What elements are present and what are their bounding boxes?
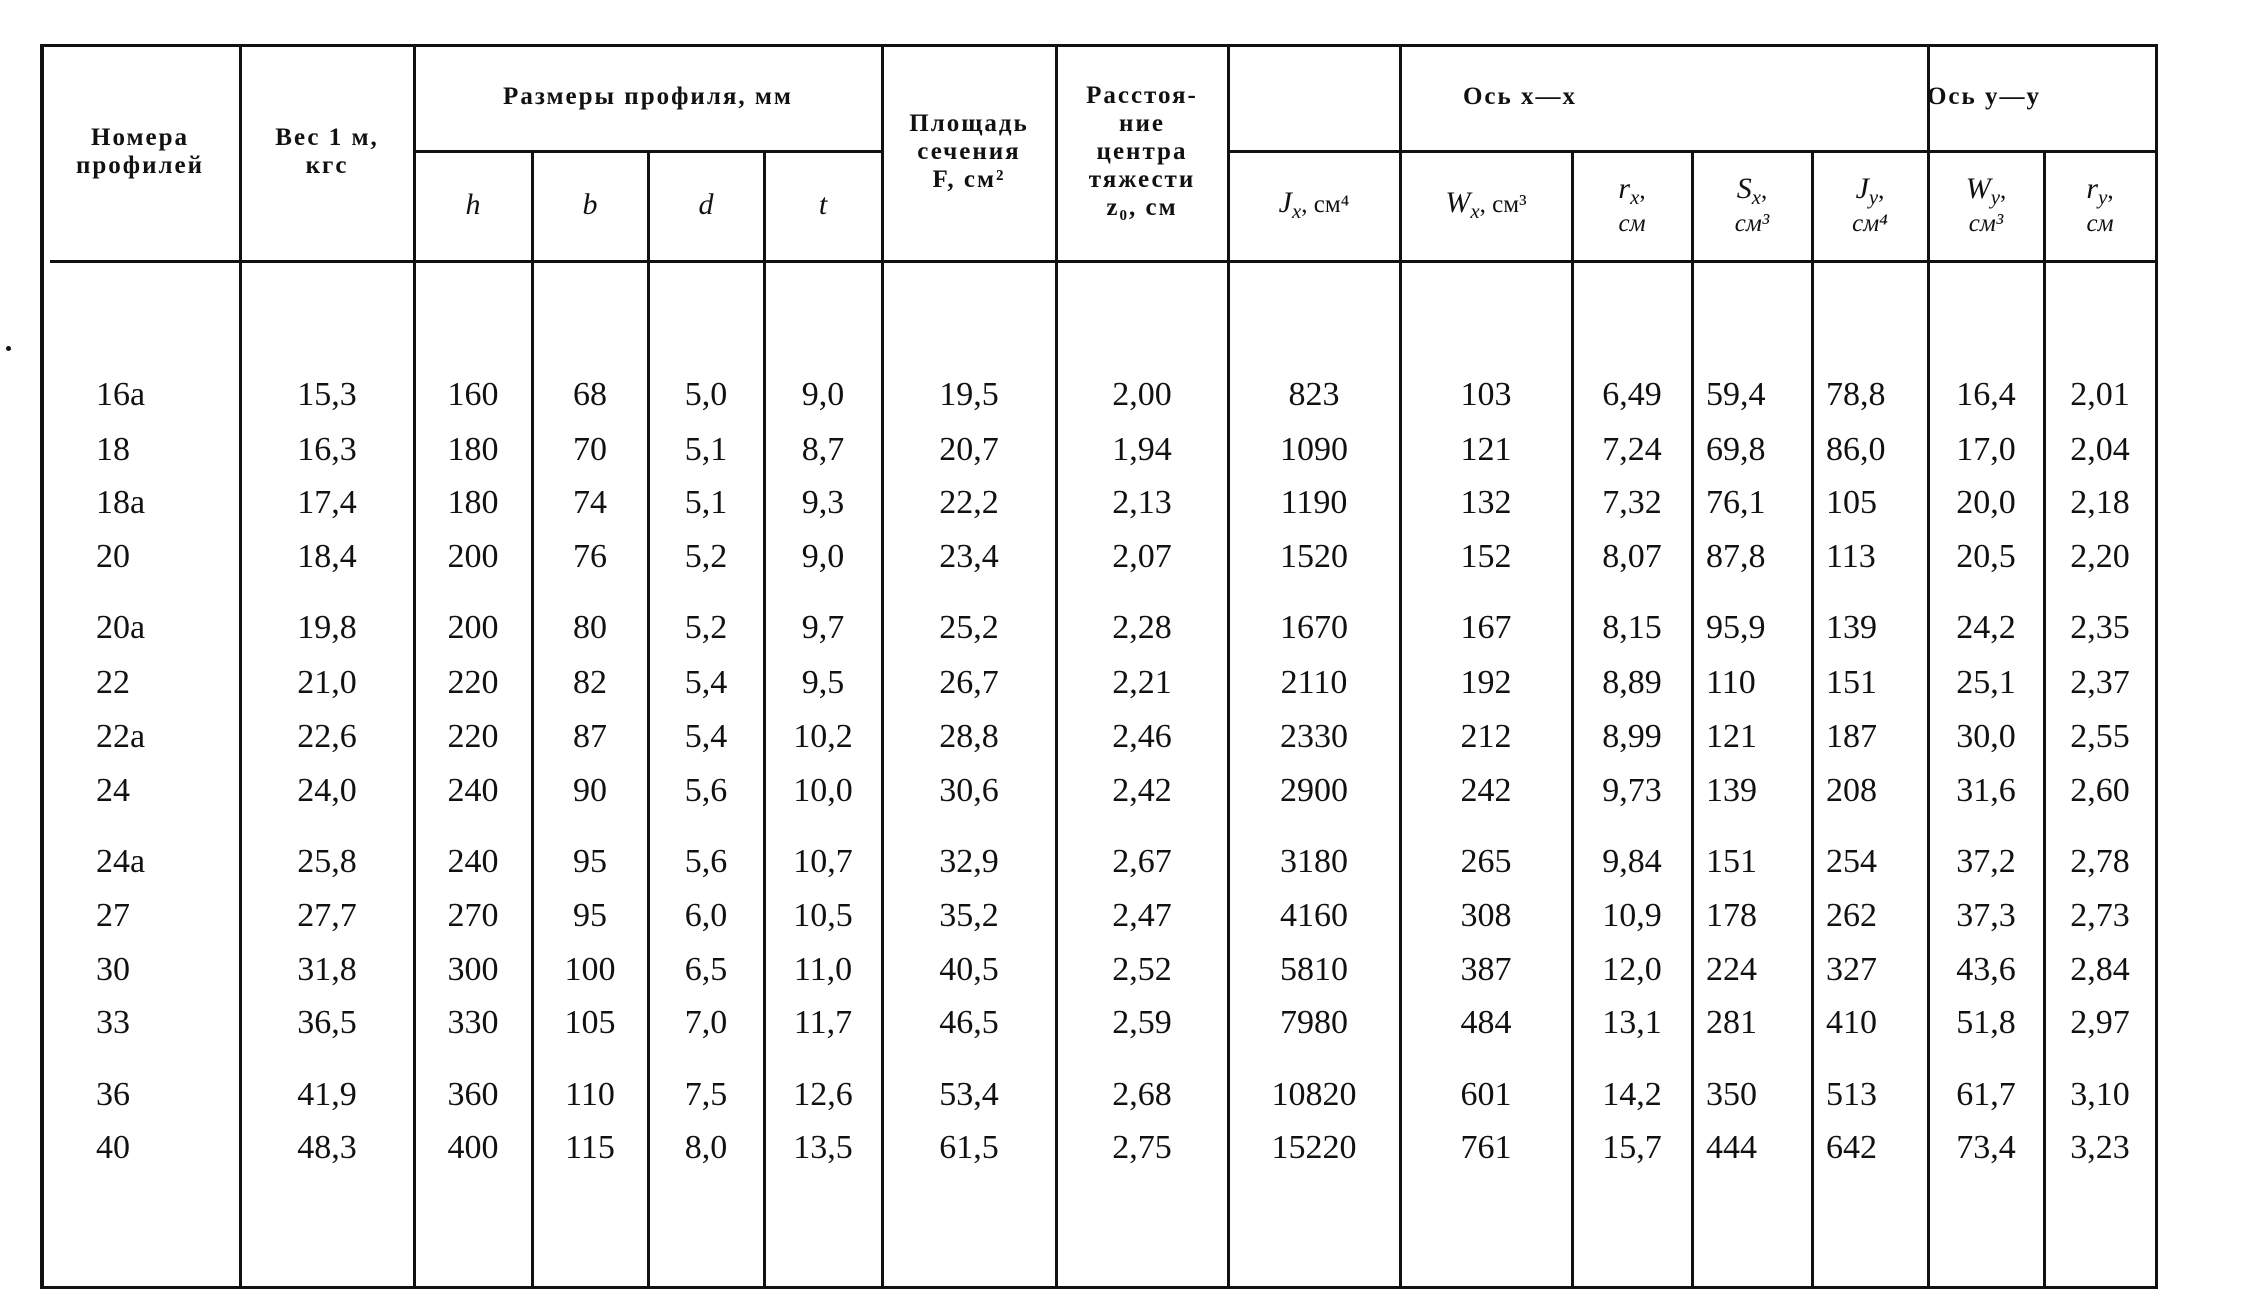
area-header: Площадь сечения F, см²: [909, 110, 1029, 193]
table-cell: 22,2: [939, 484, 999, 521]
table-cell: 5,6: [684, 843, 728, 880]
table-cell: 21,0: [297, 664, 357, 701]
table-cell: 28,8: [939, 718, 999, 755]
table-cell: 13,1: [1602, 1004, 1662, 1041]
table-cell: 484: [1460, 1004, 1512, 1041]
table-cell: 242: [1460, 772, 1512, 809]
table-cell: 8,0: [684, 1129, 728, 1166]
table-cell: 2,60: [2070, 772, 2130, 809]
table-cell: 95: [573, 843, 607, 880]
table-cell: 7,0: [684, 1004, 728, 1041]
table-cell: 2,35: [2070, 609, 2130, 646]
table-cell: 121: [1706, 718, 1757, 755]
table-cell: 178: [1706, 897, 1757, 934]
axis-x-col-header-2: $r_x$, см: [1618, 172, 1646, 237]
table-cell: 5,4: [684, 718, 728, 755]
table-cell: 9,84: [1602, 843, 1662, 880]
dims-header-h: h: [465, 188, 481, 222]
header-bottom-rule: [50, 260, 2156, 263]
table-cell: 15220: [1271, 1129, 1357, 1166]
table-cell: 1520: [1280, 538, 1348, 575]
table-cell: 1090: [1280, 431, 1348, 468]
table-cell: 19,8: [297, 609, 357, 646]
table-cell: 115: [565, 1129, 615, 1166]
dims-header-t: t: [818, 188, 828, 222]
table-cell: 68: [573, 376, 607, 413]
axis-y-col-header-2: $r_y$, см: [2086, 172, 2114, 237]
table-cell: 17,4: [297, 484, 357, 521]
table-cell: 5,2: [684, 538, 728, 575]
profile-no-cell: 20: [96, 538, 130, 575]
table-cell: 642: [1826, 1129, 1877, 1166]
table-cell: 37,3: [1956, 897, 2016, 934]
table-cell: 2,42: [1112, 772, 1172, 809]
table-cell: 76: [573, 538, 607, 575]
table-cell: 48,3: [297, 1129, 357, 1166]
table-cell: 5,1: [684, 431, 728, 468]
table-cell: 8,89: [1602, 664, 1662, 701]
table-cell: 9,5: [801, 664, 845, 701]
table-cell: 270: [447, 897, 499, 934]
weight-header: Вес 1 м, кгс: [275, 124, 379, 179]
table-cell: 87,8: [1706, 538, 1766, 575]
table-cell: 110: [1706, 664, 1756, 701]
table-cell: 2,59: [1112, 1004, 1172, 1041]
table-cell: 3,10: [2070, 1076, 2130, 1113]
table-cell: 5,0: [684, 376, 728, 413]
table-cell: 61,5: [939, 1129, 999, 1166]
table-cell: 20,0: [1956, 484, 2016, 521]
profile-no-cell: 30: [96, 951, 130, 988]
profile-no-cell: 27: [96, 897, 130, 934]
profile-no-cell: 20а: [96, 609, 146, 646]
table-cell: 80: [573, 609, 607, 646]
table-cell: 410: [1826, 1004, 1877, 1041]
table-cell: 13,5: [793, 1129, 853, 1166]
profile-no-cell: 24: [96, 772, 130, 809]
table-cell: 7,24: [1602, 431, 1662, 468]
table-cell: 24,0: [297, 772, 357, 809]
table-cell: 10,9: [1602, 897, 1662, 934]
table-cell: 46,5: [939, 1004, 999, 1041]
table-cell: 24,2: [1956, 609, 2016, 646]
table-cell: 350: [1706, 1076, 1757, 1113]
stray-mark: [6, 346, 11, 351]
profile-no-cell: 40: [96, 1129, 130, 1166]
table-cell: 2,21: [1112, 664, 1172, 701]
table-cell: 7,32: [1602, 484, 1662, 521]
table-cell: 73,4: [1956, 1129, 2016, 1166]
axis-y-col-header-1: $W_y$, см³: [1965, 172, 2007, 237]
table-cell: 262: [1826, 897, 1877, 934]
table-cell: 8,15: [1602, 609, 1662, 646]
profile-no-cell: 18а: [96, 484, 146, 521]
dims-header-b: b: [582, 188, 598, 222]
table-cell: 6,49: [1602, 376, 1662, 413]
table-cell: 5810: [1280, 951, 1348, 988]
table-cell: 40,5: [939, 951, 999, 988]
table-cell: 59,4: [1706, 376, 1766, 413]
table-cell: 1190: [1280, 484, 1348, 521]
table-cell: 3,23: [2070, 1129, 2130, 1166]
table-cell: 2,52: [1112, 951, 1172, 988]
table-cell: 31,8: [297, 951, 357, 988]
table-cell: 6,5: [684, 951, 728, 988]
table-cell: 31,6: [1956, 772, 2016, 809]
table-cell: 224: [1706, 951, 1757, 988]
table-cell: 200: [447, 609, 499, 646]
table-cell: 18,4: [297, 538, 357, 575]
table-cell: 105: [1826, 484, 1877, 521]
table-cell: 2,75: [1112, 1129, 1172, 1166]
axis-x-col-header-0: $J_x$, см⁴: [1278, 186, 1350, 224]
table-cell: 180: [447, 484, 499, 521]
table-cell: 95: [573, 897, 607, 934]
table-cell: 2,67: [1112, 843, 1172, 880]
table-cell: 1670: [1280, 609, 1348, 646]
table-cell: 300: [447, 951, 499, 988]
table-cell: 10,0: [793, 772, 853, 809]
table-cell: 2,73: [2070, 897, 2130, 934]
table-cell: 9,0: [801, 538, 845, 575]
table-cell: 330: [447, 1004, 499, 1041]
table-cell: 51,8: [1956, 1004, 2016, 1041]
table-cell: 254: [1826, 843, 1877, 880]
dims-group-header: Размеры профиля, мм: [503, 83, 793, 110]
table-cell: 2,28: [1112, 609, 1172, 646]
table-cell: 82: [573, 664, 607, 701]
table-cell: 86,0: [1826, 431, 1886, 468]
table-cell: 4160: [1280, 897, 1348, 934]
table-cell: 139: [1826, 609, 1877, 646]
table-cell: 2330: [1280, 718, 1348, 755]
table-cell: 43,6: [1956, 951, 2016, 988]
table-cell: 2,47: [1112, 897, 1172, 934]
table-cell: 35,2: [939, 897, 999, 934]
table-cell: 400: [447, 1129, 499, 1166]
table-cell: 200: [447, 538, 499, 575]
table-cell: 2,01: [2070, 376, 2130, 413]
table-cell: 281: [1706, 1004, 1757, 1041]
table-cell: 180: [447, 431, 499, 468]
table-cell: 37,2: [1956, 843, 2016, 880]
profile-no-cell: 22: [96, 664, 130, 701]
table-cell: 823: [1288, 376, 1340, 413]
table-cell: 70: [573, 431, 607, 468]
table-cell: 78,8: [1826, 376, 1886, 413]
table-cell: 5,2: [684, 609, 728, 646]
table-cell: 20,5: [1956, 538, 2016, 575]
table-cell: 8,07: [1602, 538, 1662, 575]
table-cell: 15,7: [1602, 1129, 1662, 1166]
centroid-header: Расстоя- ние центра тяжести z₀, см: [1086, 82, 1198, 221]
table-cell: 444: [1706, 1129, 1757, 1166]
table-cell: 3180: [1280, 843, 1348, 880]
table-cell: 87: [573, 718, 607, 755]
table-cell: 387: [1460, 951, 1512, 988]
table-cell: 11,0: [793, 951, 853, 988]
table-cell: 12,0: [1602, 951, 1662, 988]
table-cell: 25,1: [1956, 664, 2016, 701]
table-cell: 100: [564, 951, 616, 988]
table-cell: 23,4: [939, 538, 999, 575]
table-cell: 7980: [1280, 1004, 1348, 1041]
table-cell: 327: [1826, 951, 1877, 988]
table-cell: 265: [1460, 843, 1512, 880]
table-cell: 160: [447, 376, 499, 413]
profile-no-cell: 24а: [96, 843, 146, 880]
table-cell: 26,7: [939, 664, 999, 701]
table-cell: 2,07: [1112, 538, 1172, 575]
table-cell: 220: [447, 664, 499, 701]
table-cell: 2,97: [2070, 1004, 2130, 1041]
profile-no-cell: 33: [96, 1004, 130, 1041]
table-cell: 167: [1460, 609, 1512, 646]
table-cell: 10820: [1271, 1076, 1357, 1113]
table-cell: 12,6: [793, 1076, 853, 1113]
table-cell: 5,1: [684, 484, 728, 521]
table-cell: 9,3: [801, 484, 845, 521]
table-cell: 30,0: [1956, 718, 2016, 755]
profile-no-header: Номера профилей: [75, 124, 205, 179]
table-cell: 2,78: [2070, 843, 2130, 880]
axis-x-header: Ось x—x: [1462, 83, 1577, 110]
table-cell: 103: [1460, 376, 1512, 413]
table-cell: 2,00: [1112, 376, 1172, 413]
table-cell: 240: [447, 843, 499, 880]
table-cell: 16,3: [297, 431, 357, 468]
table-cell: 76,1: [1706, 484, 1766, 521]
table-cell: 2,18: [2070, 484, 2130, 521]
table-cell: 187: [1826, 718, 1877, 755]
table-cell: 7,5: [684, 1076, 728, 1113]
table-cell: 10,2: [793, 718, 853, 755]
table-cell: 208: [1826, 772, 1877, 809]
table-cell: 15,3: [297, 376, 357, 413]
table-cell: 41,9: [297, 1076, 357, 1113]
table-cell: 16,4: [1956, 376, 2016, 413]
table-cell: 139: [1706, 772, 1757, 809]
table-cell: 32,9: [939, 843, 999, 880]
table-cell: 17,0: [1956, 431, 2016, 468]
table-cell: 9,0: [801, 376, 845, 413]
table-cell: 61,7: [1956, 1076, 2016, 1113]
table-cell: 151: [1706, 843, 1757, 880]
profile-no-cell: 18: [96, 431, 130, 468]
table-cell: 69,8: [1706, 431, 1766, 468]
table-cell: 513: [1826, 1076, 1877, 1113]
table-cell: 2,13: [1112, 484, 1172, 521]
table-cell: 5,4: [684, 664, 728, 701]
table-cell: 212: [1460, 718, 1512, 755]
table-cell: 240: [447, 772, 499, 809]
table-cell: 19,5: [939, 376, 999, 413]
table-cell: 6,0: [684, 897, 728, 934]
table-cell: 308: [1460, 897, 1512, 934]
table-cell: 2110: [1280, 664, 1348, 701]
table-cell: 105: [564, 1004, 616, 1041]
table-cell: 25,2: [939, 609, 999, 646]
axis-y-col-header-0: $J_y$, см⁴: [1852, 172, 1888, 237]
table-cell: 761: [1460, 1129, 1512, 1166]
table-cell: 132: [1460, 484, 1512, 521]
table-cell: 53,4: [939, 1076, 999, 1113]
table-cell: 8,7: [801, 431, 845, 468]
table-cell: 121: [1460, 431, 1512, 468]
table-cell: 9,7: [801, 609, 845, 646]
table-cell: 25,8: [297, 843, 357, 880]
table-cell: 14,2: [1602, 1076, 1662, 1113]
table-cell: 27,7: [297, 897, 357, 934]
table-cell: 2,68: [1112, 1076, 1172, 1113]
table-cell: 10,5: [793, 897, 853, 934]
table-cell: 113: [1826, 538, 1876, 575]
axis-y-header: Ось y—y: [1926, 83, 2041, 110]
profile-no-cell: 16а: [96, 376, 146, 413]
table-cell: 90: [573, 772, 607, 809]
table-cell: 1,94: [1112, 431, 1172, 468]
table-cell: 2,84: [2070, 951, 2130, 988]
table-cell: 30,6: [939, 772, 999, 809]
profile-no-cell: 36: [96, 1076, 130, 1113]
table-cell: 2,46: [1112, 718, 1172, 755]
table-cell: 2900: [1280, 772, 1348, 809]
table-cell: 601: [1460, 1076, 1512, 1113]
table-cell: 110: [565, 1076, 615, 1113]
table-cell: 20,7: [939, 431, 999, 468]
table-cell: 9,73: [1602, 772, 1662, 809]
table-cell: 360: [447, 1076, 499, 1113]
table-cell: 152: [1460, 538, 1512, 575]
table-cell: 2,04: [2070, 431, 2130, 468]
dims-header-d: d: [698, 188, 714, 222]
table-cell: 8,99: [1602, 718, 1662, 755]
table-cell: 10,7: [793, 843, 853, 880]
table-cell: 2,20: [2070, 538, 2130, 575]
table-cell: 5,6: [684, 772, 728, 809]
table-cell: 192: [1460, 664, 1512, 701]
table-cell: 95,9: [1706, 609, 1766, 646]
table-cell: 74: [573, 484, 607, 521]
table-cell: 220: [447, 718, 499, 755]
table-cell: 2,55: [2070, 718, 2130, 755]
table-cell: 151: [1826, 664, 1877, 701]
axis-x-col-header-3: $S_x$, см³: [1734, 172, 1770, 237]
axis-x-col-header-1: $W_x$, см³: [1445, 186, 1527, 224]
table-cell: 22,6: [297, 718, 357, 755]
profile-no-cell: 22а: [96, 718, 146, 755]
table-cell: 11,7: [793, 1004, 853, 1041]
table-cell: 2,37: [2070, 664, 2130, 701]
table-cell: 36,5: [297, 1004, 357, 1041]
column-divider: [1811, 150, 1814, 1289]
